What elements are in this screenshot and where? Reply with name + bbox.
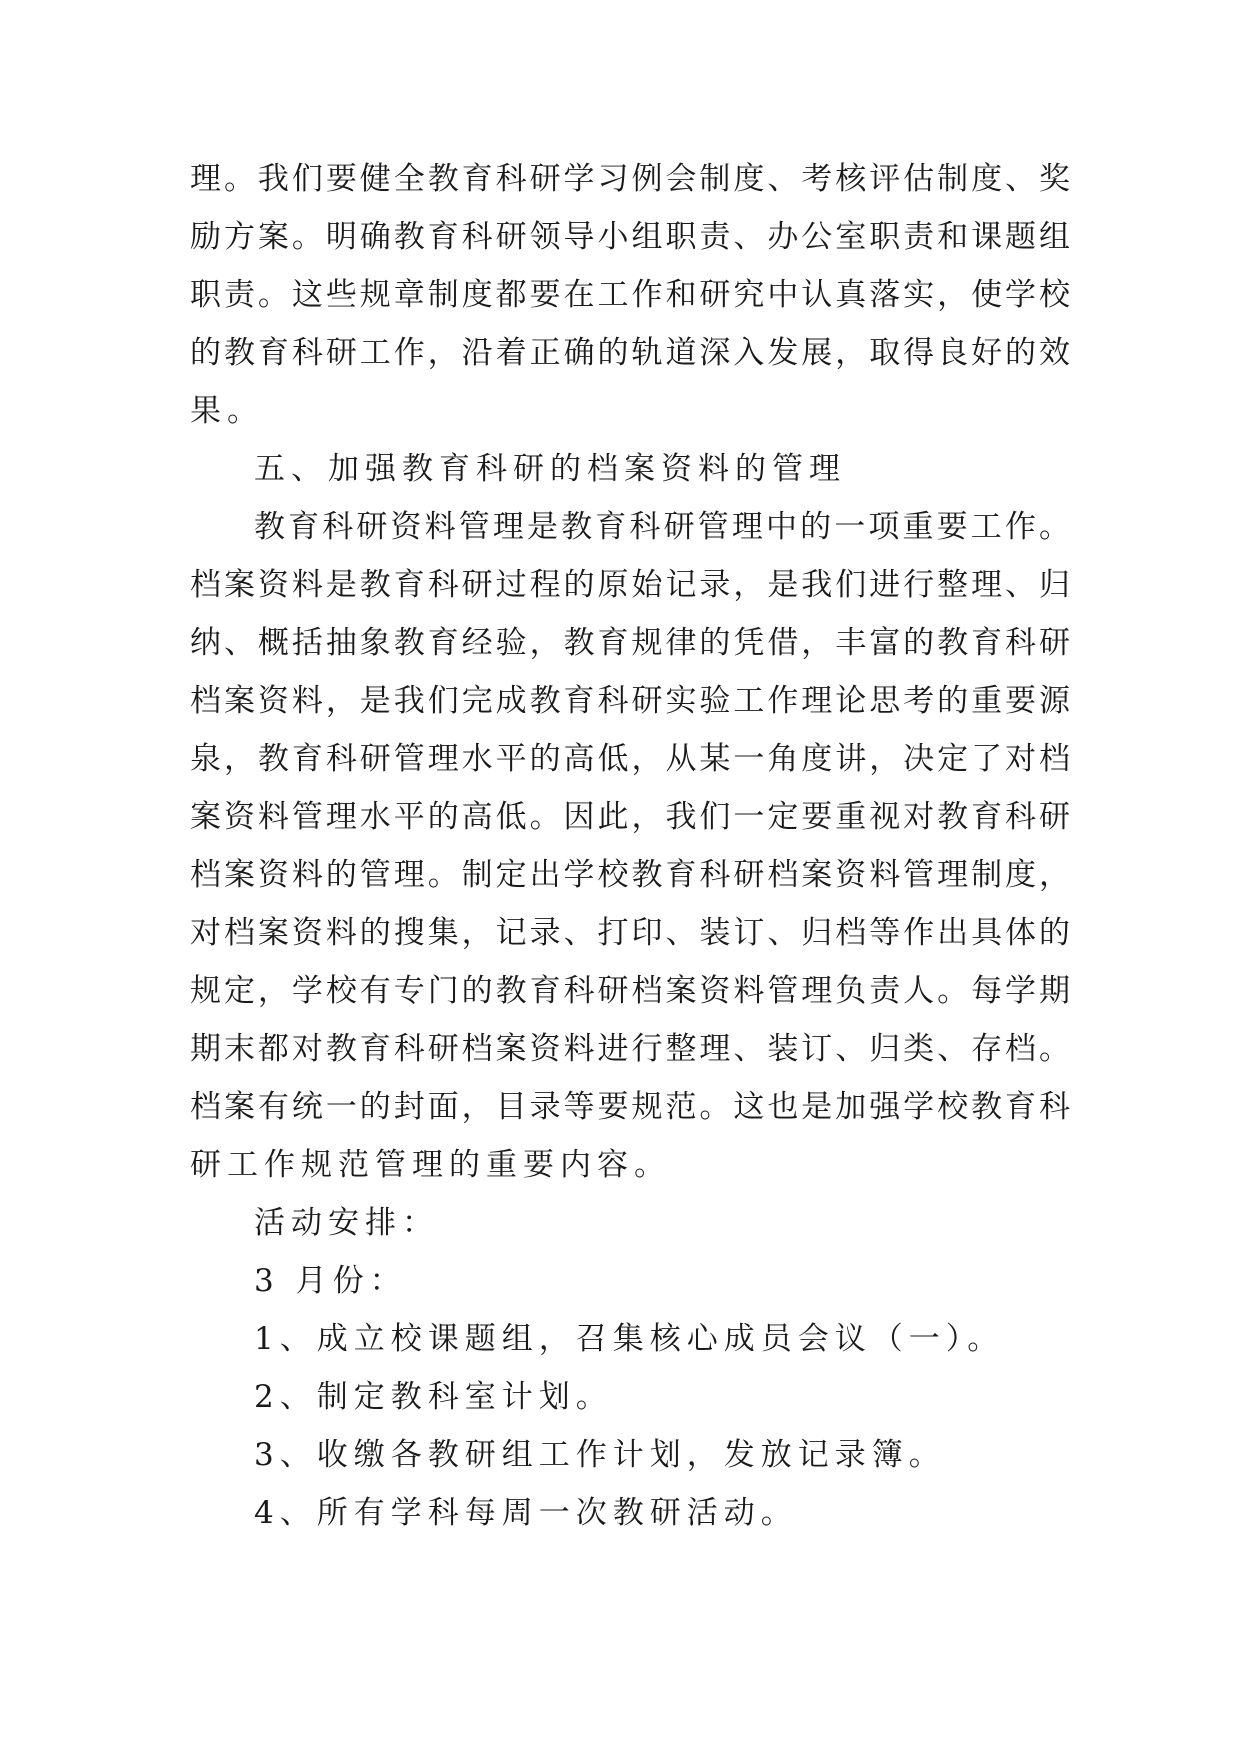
text-line: 档案资料的管理。制定出学校教育科研档案资料管理制度， <box>190 857 1070 893</box>
list-item: 1、成立校课题组，召集核心成员会议（一）。 <box>254 1321 1005 1357</box>
list-item: 2、制定教科室计划。 <box>254 1379 613 1415</box>
text-line: 理。我们要健全教育科研学习例会制度、考核评估制度、奖 <box>190 161 1070 197</box>
text-line: 泉，教育科研管理水平的高低，从某一角度讲，决定了对档 <box>190 741 1070 777</box>
month-heading: 3 月份： <box>254 1263 407 1299</box>
text-line: 档案有统一的封面，目录等要规范。这也是加强学校教育科 <box>190 1089 1070 1125</box>
text-line: 研工作规范管理的重要内容。 <box>190 1147 671 1183</box>
text-line: 档案资料，是我们完成教育科研实验工作理论思考的重要源 <box>190 683 1070 719</box>
text-line: 职责。这些规章制度都要在工作和研究中认真落实，使学校 <box>190 277 1070 313</box>
text-line: 对档案资料的搜集，记录、打印、装订、归档等作出具体的 <box>190 915 1070 951</box>
text-line: 期末都对教育科研档案资料进行整理、装订、归类、存档。 <box>190 1031 1070 1067</box>
text-line: 档案资料是教育科研过程的原始记录，是我们进行整理、归 <box>190 567 1070 603</box>
text-line: 纳、概括抽象教育经验，教育规律的凭借，丰富的教育科研 <box>190 625 1070 661</box>
paragraph-archive-management <box>190 498 1070 1194</box>
text-line: 果。 <box>190 393 264 429</box>
list-item: 3、收缴各教研组工作计划，发放记录簿。 <box>254 1437 946 1473</box>
activity-list <box>190 1310 1070 1542</box>
paragraph-continuation <box>190 150 1070 440</box>
document-page <box>190 150 1070 1542</box>
list-item: 4、所有学科每周一次教研活动。 <box>254 1495 798 1531</box>
section-heading: 五、加强教育科研的档案资料的管理 <box>254 451 846 487</box>
activity-heading: 活动安排： <box>254 1205 439 1241</box>
text-line: 案资料管理水平的高低。因此，我们一定要重视对教育科研 <box>190 799 1070 835</box>
text-line: 规定，学校有专门的教育科研档案资料管理负责人。每学期 <box>190 973 1070 1009</box>
text-line: 教育科研资料管理是教育科研管理中的一项重要工作。 <box>254 509 1070 545</box>
text-line: 的教育科研工作，沿着正确的轨道深入发展，取得良好的效 <box>190 335 1070 371</box>
text-line: 励方案。明确教育科研领导小组职责、办公室职责和课题组 <box>190 219 1070 255</box>
